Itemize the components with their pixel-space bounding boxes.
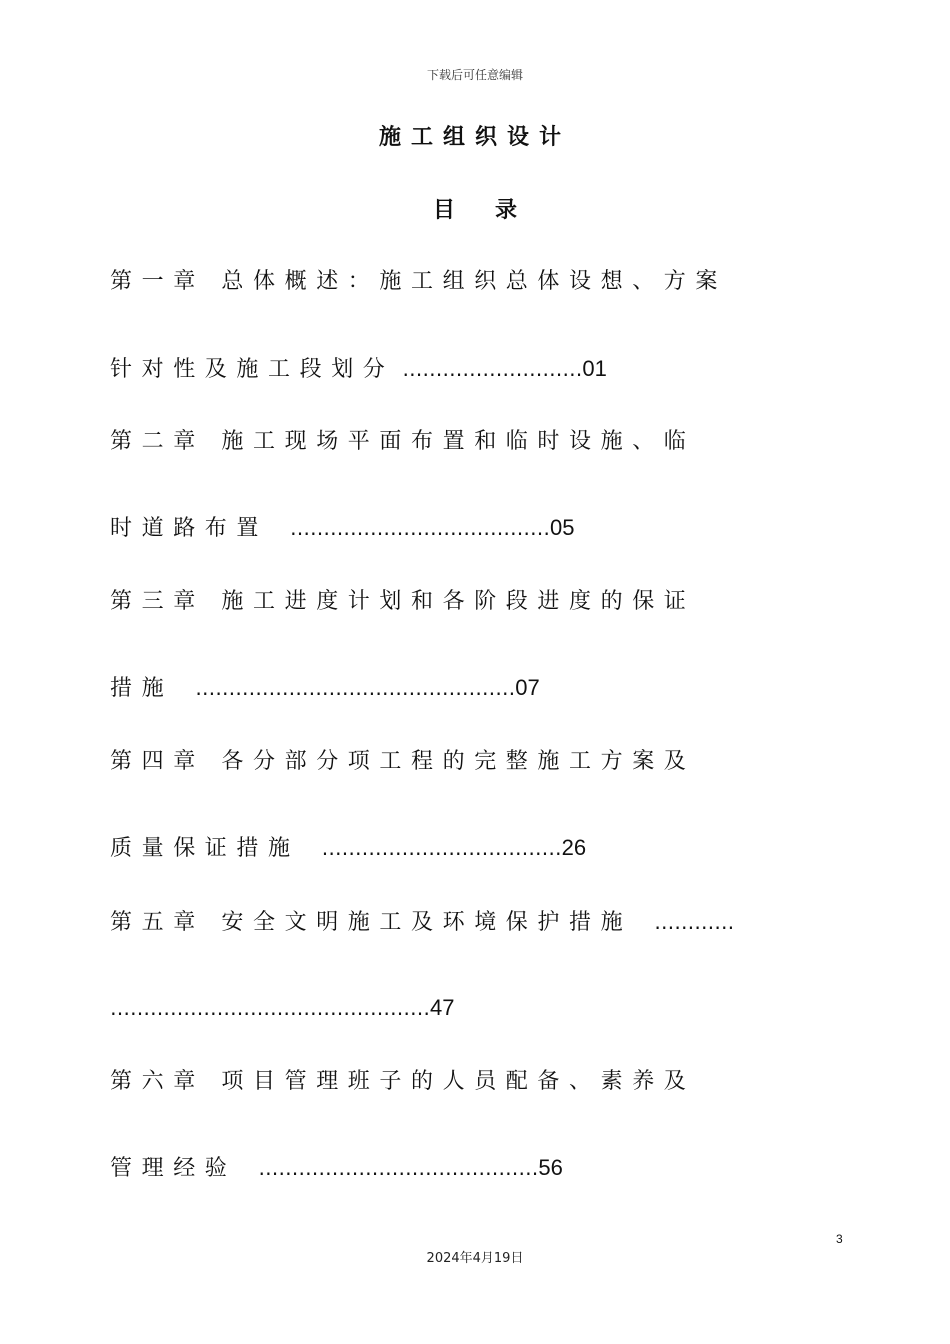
toc-entry-3-line1 — [110, 587, 695, 617]
toc-entry-6-line2 — [110, 1153, 563, 1184]
toc-entry-6-title: 第六章 项目管理班子的人员配备、素养及 — [110, 1069, 696, 1094]
toc-entry-2-leader: ………………………………… — [290, 516, 551, 540]
toc-entry-4-line1 — [110, 747, 695, 777]
footer-date: 2024年4月19日 — [426, 1251, 524, 1266]
toc-entry-1-page: 01 — [582, 356, 607, 381]
toc-entry-5-leader-b: ………………………………………… — [110, 996, 430, 1020]
toc-entry-2-title-cont: 时道路布置 — [110, 516, 269, 541]
toc-entry-5-page: 47 — [430, 995, 455, 1020]
toc-heading: 目录 — [432, 198, 557, 223]
page-number: 3 — [836, 1232, 843, 1246]
toc-entry-2-page: 05 — [550, 515, 575, 540]
toc-entry-1-leader: ……………………… — [402, 357, 583, 381]
toc-entry-4-title: 第四章 各分部分项工程的完整施工方案及 — [110, 749, 696, 774]
toc-entry-1-title: 第一章 总体概述：施工组织总体设想、方案 — [110, 269, 727, 294]
toc-entry-4-page: 26 — [561, 835, 587, 860]
toc-entry-1-line2 — [110, 354, 607, 385]
toc-entry-6-title-cont: 管理经验 — [110, 1156, 237, 1181]
toc-entry-5-leader-a: ………… — [654, 910, 735, 934]
toc-entry-4-title-cont: 质量保证措施 — [110, 836, 300, 861]
toc-entry-3-leader: ………………………………………… — [195, 676, 516, 700]
toc-entry-3-line2 — [110, 673, 540, 704]
header-note: 下载后可任意编辑 — [426, 68, 523, 82]
document-title: 施工组织设计 — [378, 125, 571, 150]
toc-entry-5-line1 — [110, 907, 734, 938]
toc-entry-4-leader: ……………………………… — [321, 836, 562, 860]
toc-entry-5-title: 第五章 安全文明施工及环境保护措施 — [110, 910, 633, 935]
toc-entry-3-title: 第三章 施工进度计划和各阶段进度的保证 — [110, 589, 696, 614]
toc-entry-4-line2 — [110, 833, 586, 864]
toc-entry-6-line1 — [110, 1067, 695, 1097]
toc-entry-1-title-cont: 针对性及施工段划分 — [110, 357, 395, 382]
toc-entry-2-line2 — [110, 513, 575, 544]
toc-entry-1-line1 — [110, 267, 727, 297]
toc-entry-3-page: 07 — [515, 675, 540, 700]
toc-entry-6-page: 56 — [538, 1155, 563, 1180]
toc-entry-5-line2 — [110, 993, 454, 1024]
toc-entry-3-title-cont: 措施 — [110, 676, 174, 701]
toc-entry-6-leader: …………………………………… — [258, 1156, 539, 1180]
toc-entry-2-title: 第二章 施工现场平面布置和临时设施、临 — [110, 429, 696, 454]
toc-entry-2-line1 — [110, 427, 695, 457]
